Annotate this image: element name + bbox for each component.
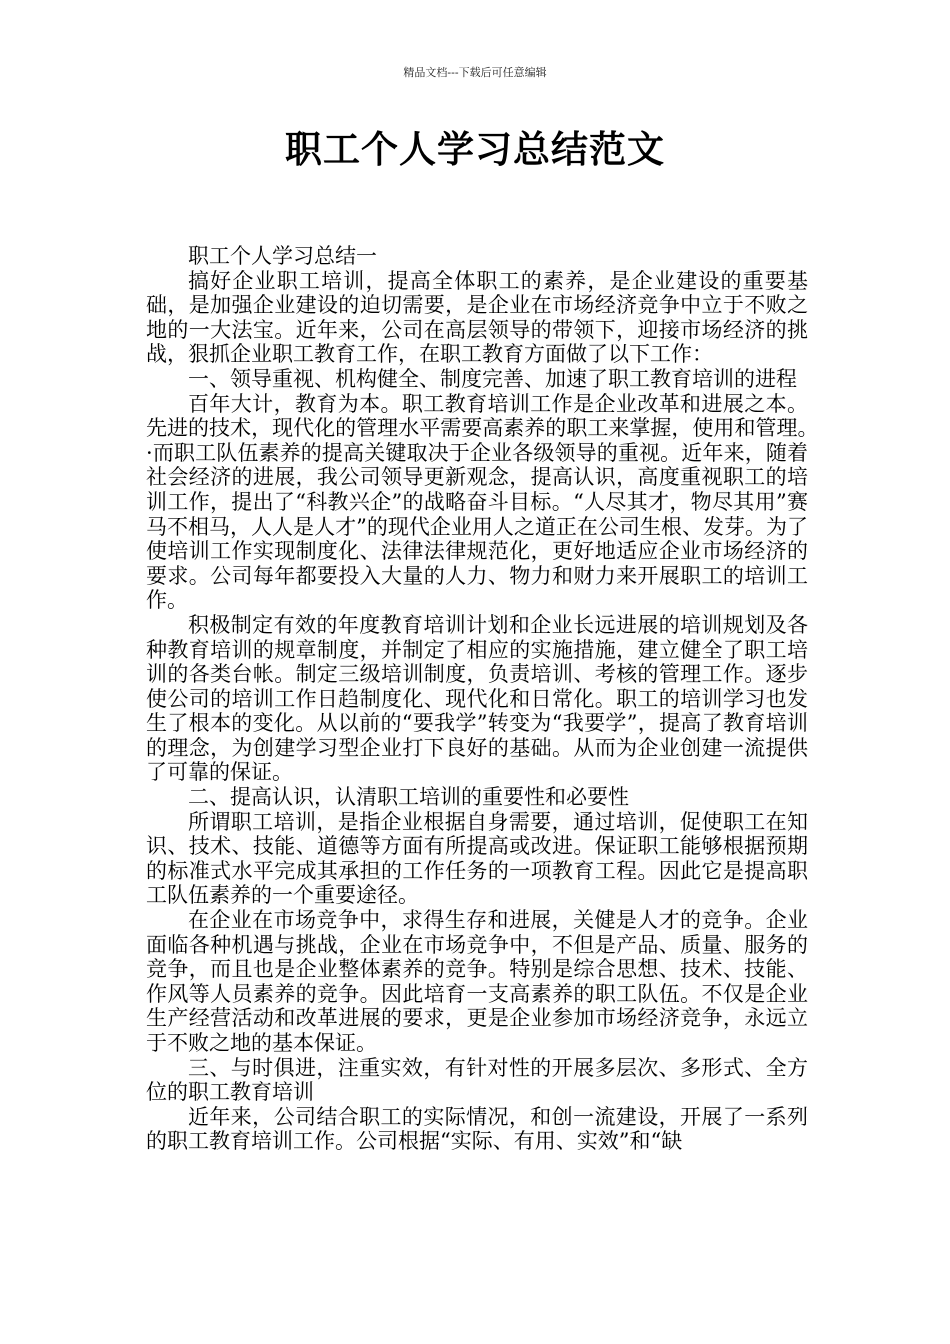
header-note: 精品文档---下载后可任意编辑: [403, 66, 547, 79]
section-heading: 二、提高认识，认清职工培训的重要性和必要性: [188, 785, 629, 810]
body-paragraph: 在企业在市场竞争中，求得生存和进展，关健是人才的竞争。企业面临各种机遇与挑战，企业在市场竞争中，不但是产品、质量、服务的竞争，而且也是企业整体素养的竞争。特别是综合思想、技术、技能、作风等人员素养的竞争。因此培育一支高素养的职工队伍。不仅是企业生产经营活动和改革进展的要求，更是企业参加市场经济竞争，永远立于不败之地的基本保证。: [146, 908, 808, 1055]
body-paragraph: 近年来，公司结合职工的实际情况，和创一流建设，开展了一系列的职工教育培训工作。公司根据“实际、有用、实效”和“缺: [146, 1104, 808, 1154]
document-body: [146, 244, 808, 1154]
document-title: 职工个人学习总结范文: [285, 128, 665, 171]
section-heading: 职工个人学习总结一: [188, 244, 377, 268]
body-paragraph: 所谓职工培训，是指企业根据自身需要，通过培训，促使职工在知识、技术、技能、道德等方面有所提高或改进。保证职工能够根据预期的标准式水平完成其承担的工作任务的一项教育工程。因此它是提高职工队伍素养的一个重要途径。: [146, 809, 808, 908]
section-heading: 三、与时俱进，注重实效，有针对性的开展多层次、多形式、全方位的职工教育培训: [146, 1055, 808, 1105]
body-paragraph: 积极制定有效的年度教育培训计划和企业长远进展的培训规划及各种教育培训的规章制度，并制定了相应的实施措施，建立健全了职工培训的各类台帐。制定三级培训制度，负责培训、考核的管理工作。逐步使公司的培训工作日趋制度化、现代化和日常化。职工的培训学习也发生了根本的变化。从以前的“要我学”转变为“我要学”，提高了教育培训的理念，为创建学习型企业打下良好的基础。从而为企业创建一流提供了可靠的保证。: [146, 612, 808, 785]
section-heading: 一、领导重视、机构健全、制度完善、加速了职工教育培训的进程: [188, 366, 797, 391]
body-paragraph: 搞好企业职工培训，提高全体职工的素养，是企业建设的重要基础，是加强企业建设的迫切需要，是企业在市场经济竞争中立于不败之地的一大法宝。近年来，公司在高层领导的带领下，迎接市场经济的挑战，狠抓企业职工教育工作，在职工教育方面做了以下工作：: [146, 268, 808, 367]
body-paragraph: 百年大计，教育为本。职工教育培训工作是企业改革和进展之本。先进的技术，现代化的管理水平需要高素养的职工来掌握，使用和管理。·而职工队伍素养的提高关键取决于企业各级领导的重视。近年来，随着社会经济的进展，我公司领导更新观念，提高认识，高度重视职工的培训工作，提出了“科教兴企”的战略奋斗目标。“人尽其才，物尽其用”赛马不相马，人人是人才”的现代企业用人之道正在公司生根、发芽。为了使培训工作实现制度化、法律法律规范化，更好地适应企业市场经济的要求。公司每年都要投入大量的人力、物力和财力来开展职工的培训工作。: [146, 391, 808, 613]
